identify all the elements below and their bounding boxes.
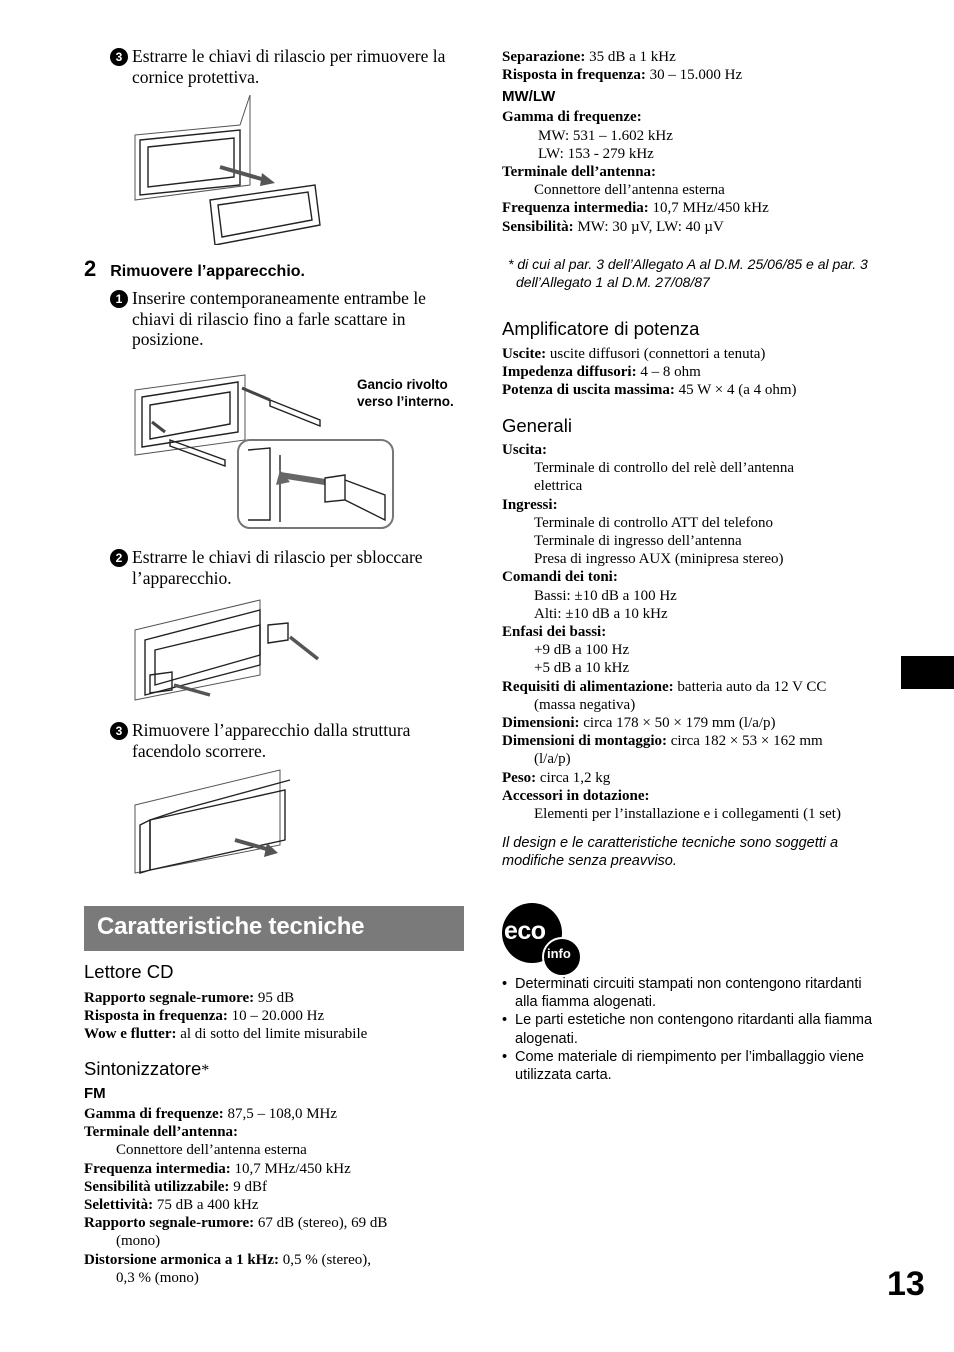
- spec-row: Risposta in frequenza: 30 – 15.000 Hz: [502, 67, 743, 84]
- spec-value: Bassi: ±10 dB a 100 Hz: [534, 587, 677, 604]
- spec-row: Ingressi:: [502, 496, 558, 513]
- eco-info-logo: [502, 903, 578, 971]
- spec-row: Distorsione armonica a 1 kHz: 0,5 % (stereo),: [84, 1251, 372, 1268]
- side-tab-marker: [901, 656, 954, 689]
- spec-value: Terminale di controllo ATT del telefono: [534, 514, 774, 531]
- spec-row: Sensibilità: MW: 30 µV, LW: 40 µV: [502, 218, 724, 235]
- spec-value: (massa negativa): [534, 696, 636, 713]
- step-number-badge: 2: [110, 549, 128, 567]
- eco-text: eco: [504, 917, 546, 945]
- spec-value: (mono): [116, 1233, 161, 1250]
- spec-value: Alti: ±10 dB a 10 kHz: [534, 605, 668, 622]
- spec-value: LW: 153 - 279 kHz: [538, 145, 654, 162]
- spec-row: Enfasi dei bassi:: [502, 624, 607, 641]
- step-2: [84, 256, 469, 282]
- step-text: Inserire contemporaneamente entrambe le chiavi di rilascio fino a farle scattare in posizione.: [132, 288, 426, 349]
- step-text: Rimuovere l’apparecchio dalla struttura facendolo scorrere.: [132, 720, 411, 761]
- spec-row: Selettività: 75 dB a 400 kHz: [84, 1197, 259, 1214]
- spec-row: Frequenza intermedia: 10,7 MHz/450 kHz: [502, 200, 769, 217]
- illustration-slide-out-unit: [130, 765, 310, 875]
- spec-amplifier: [502, 318, 897, 400]
- spec-value: Connettore dell’antenna esterna: [116, 1142, 307, 1159]
- step-2-title: Rimuovere l’apparecchio.: [110, 263, 305, 280]
- spec-value: MW: 531 – 1.602 kHz: [538, 127, 673, 144]
- step-text: Estrarre le chiavi di rilascio per rimuovere la cornice protettiva.: [132, 46, 446, 87]
- spec-row: Potenza di uscita massima: 45 W × 4 (a 4 ohm): [502, 382, 797, 399]
- list-item: • Determinati circuiti stampati non contengono ritardanti alla fiamma alogenati.: [502, 975, 882, 1011]
- step-2-2: [110, 547, 470, 588]
- spec-row: Rapporto segnale-rumore: 95 dB: [84, 990, 295, 1006]
- eco-bullet-list: [502, 975, 882, 1084]
- page-number: 13: [887, 1265, 925, 1303]
- spec-row: Peso: circa 1,2 kg: [502, 769, 611, 786]
- spec-row: Wow e flutter: al di sotto del limite misurabile: [84, 1026, 368, 1043]
- spec-value: +5 dB a 10 kHz: [534, 660, 630, 677]
- step-2-number: 2: [84, 256, 97, 281]
- step-1-3: [110, 46, 470, 87]
- spec-row: Frequenza intermedia: 10,7 MHz/450 kHz: [84, 1160, 351, 1177]
- illustration-remove-front-cover: [130, 95, 330, 245]
- step-2-3: [110, 720, 470, 761]
- spec-row: Accessori in dotazione:: [502, 787, 650, 804]
- spec-row: Rapporto segnale-rumore: 67 dB (stereo), 69 dB: [84, 1215, 388, 1232]
- spec-row: Terminale dell’antenna:: [84, 1124, 239, 1141]
- spec-row: Risposta in frequenza: 10 – 20.000 Hz: [84, 1008, 325, 1025]
- spec-value: 0,3 % (mono): [116, 1269, 199, 1286]
- spec-tuner: [84, 1058, 469, 1287]
- heading-amplificatore: Amplificatore di potenza: [502, 318, 700, 339]
- disclaimer: Il design e le caratteristiche tecniche sono soggetti a modifiche senza preavviso.: [502, 835, 839, 869]
- step-number-badge: 3: [110, 48, 128, 66]
- spec-row: Separazione: 35 dB a 1 kHz: [502, 49, 676, 65]
- info-text: info: [547, 946, 571, 961]
- heading-generali: Generali: [502, 415, 572, 436]
- spec-value: Terminale di ingresso dell’antenna: [534, 533, 742, 550]
- list-item: • Le parti estetiche non contengono ritardanti alla fiamma alogenati.: [502, 1011, 882, 1047]
- section-title-bar: [84, 906, 464, 951]
- spec-row: Impedenza diffusori: 4 – 8 ohm: [502, 364, 701, 381]
- step-number-badge: 3: [110, 722, 128, 740]
- footnote: * di cui al par. 3 dell’Allegato A al D.M. 25/06/85 e al par. 3 dell’Allegato 1 al D.M. 27/08/87: [508, 256, 868, 290]
- spec-row: Terminale dell’antenna:: [502, 164, 657, 181]
- spec-row: Gamma di frequenze: 87,5 – 108,0 MHz: [84, 1106, 338, 1122]
- spec-tuner-continued: [502, 48, 897, 236]
- spec-value: Connettore dell’antenna esterna: [534, 182, 725, 199]
- subheading-fm: FM: [84, 1085, 106, 1102]
- spec-value: (l/a/p): [534, 751, 571, 768]
- spec-row: Uscite: uscite diffusori (connettori a tenuta): [502, 346, 766, 362]
- spec-value: Elementi per l’installazione e i collegamenti (1 set): [534, 806, 841, 823]
- heading-lettore-cd: Lettore CD: [84, 961, 174, 982]
- step-number-badge: 1: [110, 290, 128, 308]
- section-title: Caratteristiche tecniche: [97, 913, 365, 940]
- list-item: • Come materiale di riempimento per l’imballaggio viene utilizzata carta.: [502, 1048, 882, 1084]
- step-text: Estrarre le chiavi di rilascio per sbloccare l’apparecchio.: [132, 547, 423, 588]
- illustration-unlock-unit: [130, 595, 330, 705]
- heading-sintonizzatore: Sintonizzatore*: [84, 1058, 210, 1079]
- spec-general: [502, 415, 897, 823]
- spec-row: Dimensioni di montaggio: circa 182 × 53 × 162 mm: [502, 733, 823, 750]
- spec-row: Comandi dei toni:: [502, 569, 618, 586]
- spec-row: Dimensioni: circa 178 × 50 × 179 mm (l/a/p): [502, 715, 776, 732]
- spec-value: Presa di ingresso AUX (minipresa stereo): [534, 551, 784, 568]
- spec-row: Sensibilità utilizzabile: 9 dBf: [84, 1178, 267, 1195]
- spec-row: Requisiti di alimentazione: batteria auto da 12 V CC: [502, 678, 827, 695]
- spec-value: +9 dB a 100 Hz: [534, 642, 630, 659]
- step-2-1: [110, 288, 470, 350]
- subheading-mw-lw: MW/LW: [502, 88, 556, 106]
- spec-value: elettrica: [534, 478, 583, 495]
- spec-cd: [84, 961, 469, 1044]
- callout-hook-label: Gancio rivolto verso l’interno.: [357, 377, 454, 409]
- spec-row: Uscita:: [502, 442, 547, 458]
- spec-row: Gamma di frequenze:: [502, 109, 642, 126]
- spec-value: Terminale di controllo del relè dell’antenna: [534, 460, 795, 477]
